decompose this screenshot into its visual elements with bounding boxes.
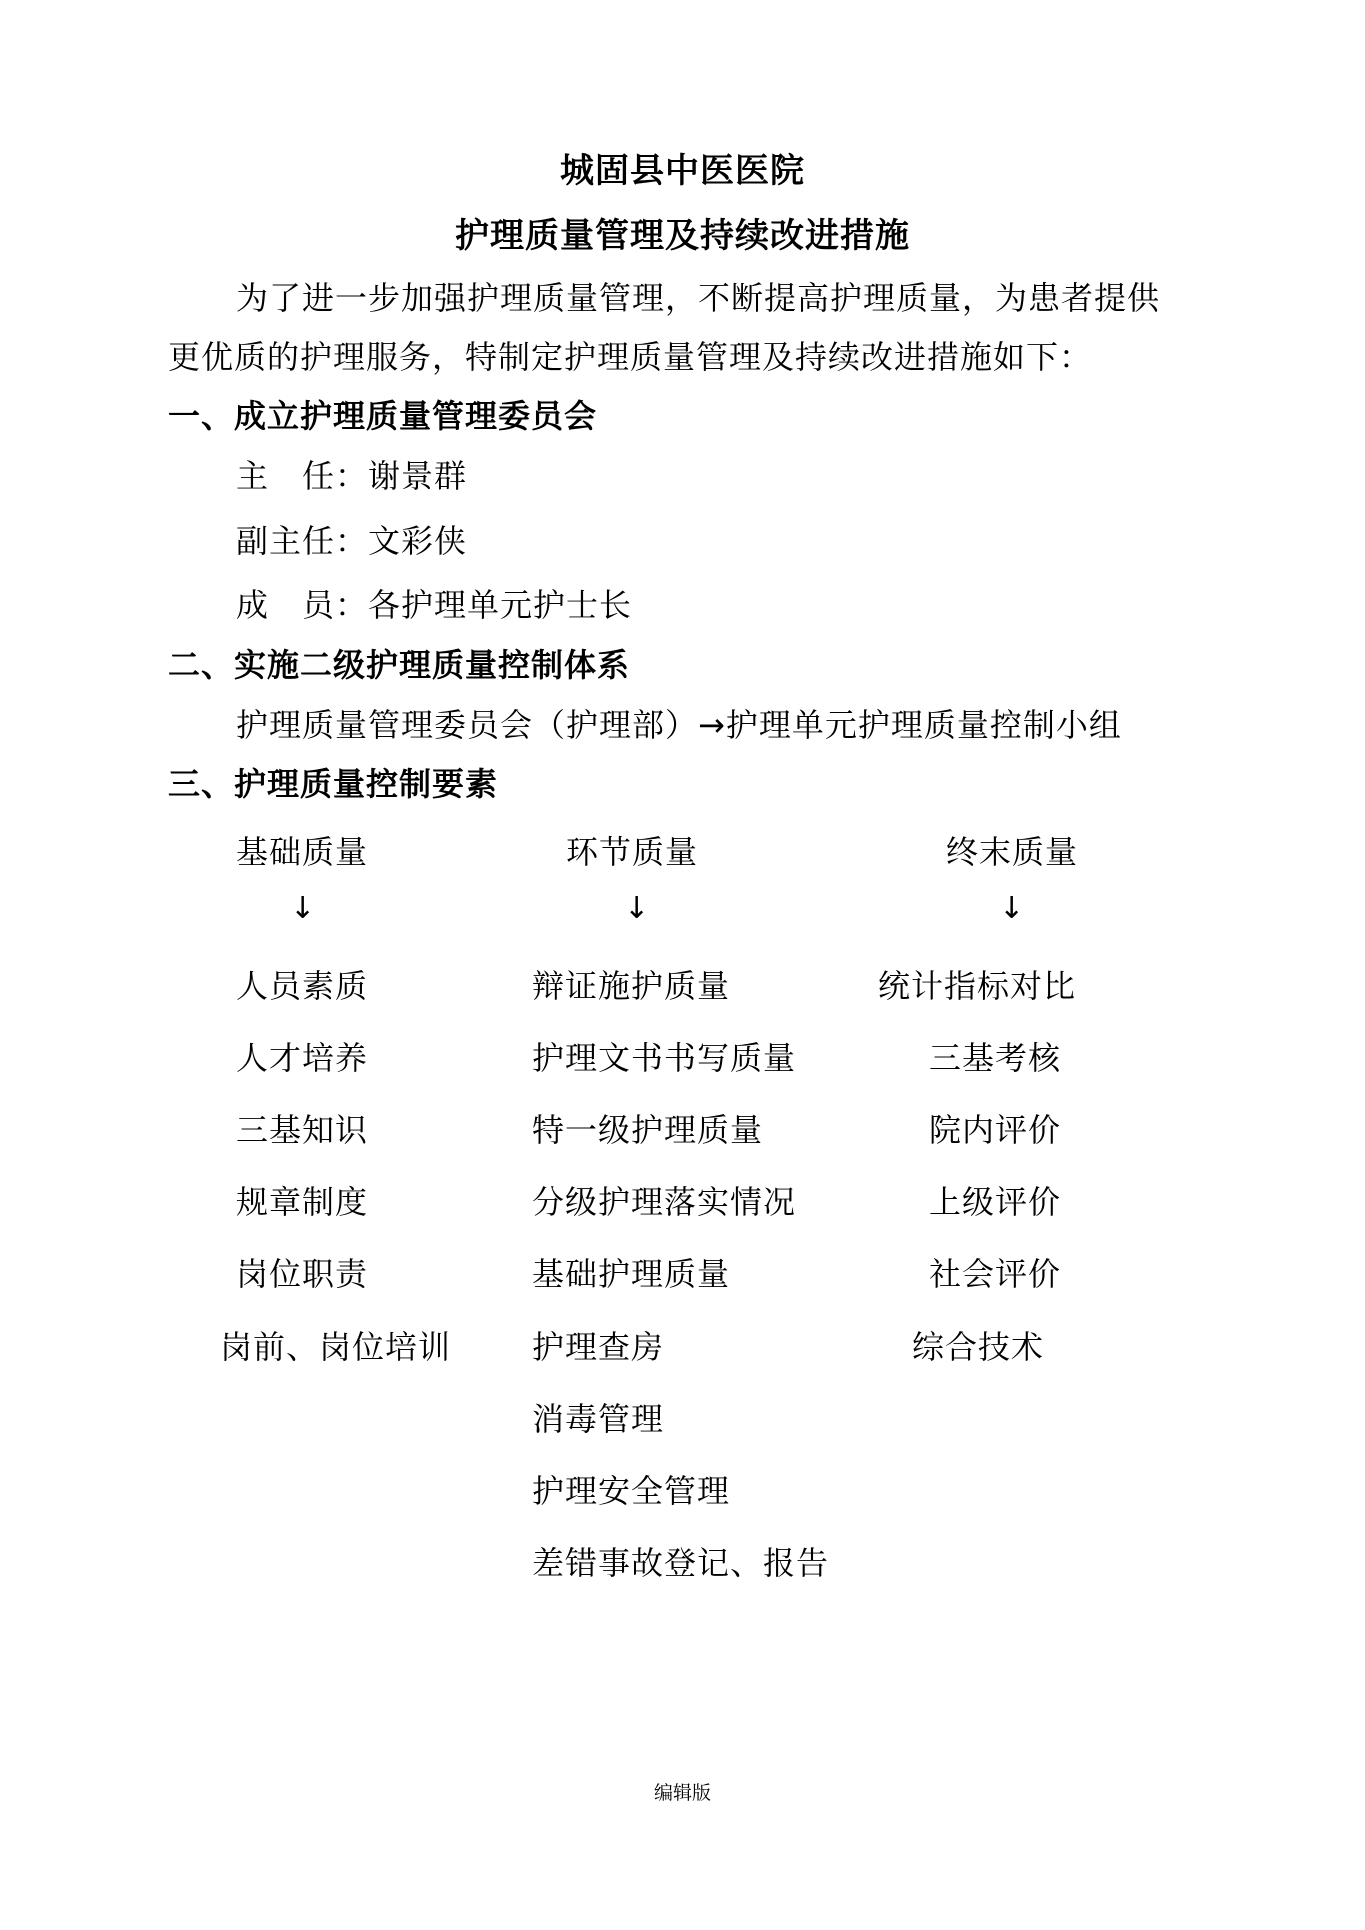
document-subtitle: 护理质量管理及持续改进措施 [455, 216, 910, 256]
down-arrow-icon: ↓ [999, 891, 1026, 926]
column-header: 基础质量 [236, 833, 369, 871]
member-members: 成 员：各护理单元护士长 [236, 586, 633, 624]
section-1-heading: 一、成立护理质量管理委员会 [168, 397, 598, 435]
column-item: 岗位职责 [236, 1255, 369, 1293]
intro-paragraph-line-2: 更优质的护理服务，特制定护理质量管理及持续改进措施如下： [168, 338, 1093, 376]
member-director: 主 任：谢景群 [236, 457, 468, 495]
column-item: 辩证施护质量 [532, 967, 731, 1005]
column-item: 特一级护理质量 [532, 1111, 764, 1149]
column-item: 规章制度 [236, 1183, 369, 1221]
column-item: 人才培养 [236, 1039, 369, 1077]
section-2-heading: 二、实施二级护理质量控制体系 [168, 646, 631, 684]
column-item: 护理文书书写质量 [532, 1039, 797, 1077]
page-footer: 编辑版 [653, 1782, 711, 1804]
column-item: 统计指标对比 [878, 967, 1077, 1005]
column-item: 分级护理落实情况 [532, 1183, 797, 1221]
column-header: 环节质量 [566, 833, 699, 871]
column-item: 三基考核 [929, 1039, 1062, 1077]
column-header: 终末质量 [946, 833, 1079, 871]
document-title: 城固县中医医院 [560, 151, 805, 191]
column-item: 院内评价 [929, 1111, 1062, 1149]
down-arrow-icon: ↓ [624, 891, 651, 926]
member-deputy-director: 副主任：文彩侠 [236, 522, 468, 560]
column-item: 社会评价 [929, 1255, 1062, 1293]
column-item: 综合技术 [912, 1328, 1045, 1366]
column-item: 人员素质 [236, 967, 369, 1005]
column-item: 护理查房 [532, 1328, 665, 1366]
column-item: 消毒管理 [532, 1400, 665, 1438]
intro-paragraph-line-1: 为了进一步加强护理质量管理，不断提高护理质量，为患者提供 [236, 279, 1161, 317]
column-item: 岗前、岗位培训 [220, 1328, 452, 1366]
column-item: 上级评价 [929, 1183, 1062, 1221]
column-item: 差错事故登记、报告 [532, 1544, 830, 1582]
column-item: 三基知识 [236, 1111, 369, 1149]
section-2-text: 护理质量管理委员会（护理部）→护理单元护理质量控制小组 [236, 706, 1122, 744]
column-item: 基础护理质量 [532, 1255, 731, 1293]
down-arrow-icon: ↓ [290, 891, 317, 926]
section-3-heading: 三、护理质量控制要素 [168, 765, 499, 803]
column-item: 护理安全管理 [532, 1472, 731, 1510]
